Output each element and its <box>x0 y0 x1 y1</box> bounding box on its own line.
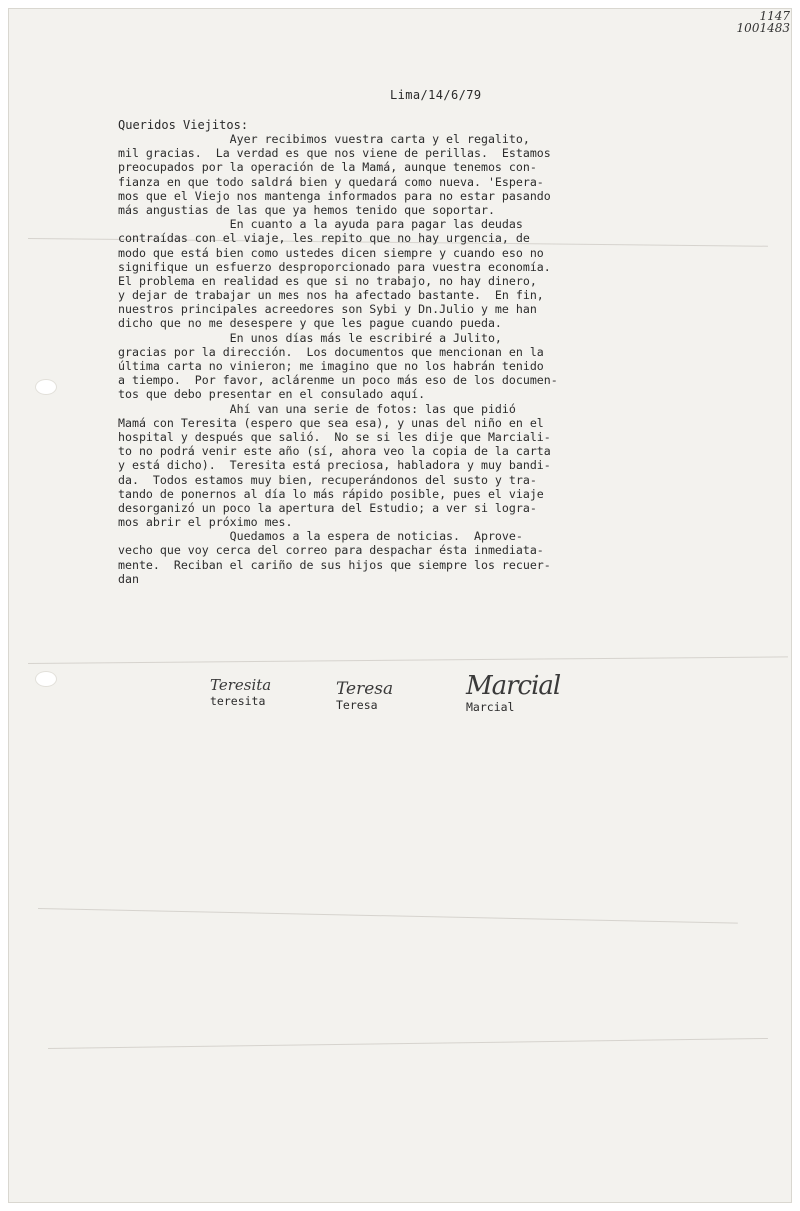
body-line: tando de ponernos al día lo más rápido posible, pues el viaje <box>118 486 544 501</box>
archive-ref-line: 1147 <box>759 9 790 23</box>
body-line: mil gracias. La verdad es que nos viene de perillas. Estamos <box>118 146 551 161</box>
body-line: vecho que voy cerca del correo para despachar ésta inmediata- <box>118 543 544 558</box>
body-line: En unos días más le escribiré a Julito, <box>118 330 502 345</box>
body-line: da. Todos estamos muy bien, recuperándonos del susto y tra- <box>118 472 537 487</box>
handwritten-signature: Marcial <box>466 671 561 701</box>
body-line: Ahí van una serie de fotos: las que pidió <box>118 401 516 416</box>
typed-name: Teresa <box>336 698 378 712</box>
body-line: gracias por la dirección. Los documentos que mencionan en la <box>118 344 544 359</box>
body-line: mos que el Viejo nos mantenga informados para no estar pasando <box>118 188 551 203</box>
typed-name: teresita <box>210 694 266 708</box>
signature-teresa <box>336 680 393 712</box>
body-line: to no podrá venir este año (sí, ahora veo la copia de la carta <box>118 444 551 459</box>
body-line: mos abrir el próximo mes. <box>118 515 293 530</box>
body-line: nuestros principales acreedores son Sybi y Dn.Julio y me han <box>118 302 537 317</box>
body-line: y está dicho). Teresita está preciosa, habladora y muy bandi- <box>118 458 551 473</box>
body-line: En cuanto a la ayuda para pagar las deudas <box>118 217 523 232</box>
body-line: a tiempo. Por favor, aclárenme un poco más eso de los documen- <box>118 373 558 388</box>
signature-teresita <box>210 676 271 708</box>
body-line: fianza en que todo saldrá bien y quedará como nueva. 'Espera- <box>118 174 544 189</box>
body-line: hospital y después que salió. No se si les dije que Marciali- <box>118 429 551 444</box>
body-line: tos que debo presentar en el consulado aquí. <box>118 387 426 402</box>
salutation: Queridos Viejitos: <box>118 118 249 132</box>
body-line: más angustias de las que ya hemos tenido que soportar. <box>118 202 495 217</box>
body-line: y dejar de trabajar un mes nos ha afectado bastante. En fin, <box>118 288 544 303</box>
body-line: mente. Reciban el cariño de sus hijos que siempre los recuer- <box>118 557 551 572</box>
handwritten-signature: Teresita <box>210 676 272 694</box>
punch-hole <box>36 380 56 394</box>
signature-marcial <box>466 672 560 714</box>
handwritten-signature: Teresa <box>336 679 394 699</box>
body-line: última carta no vinieron; me imagino que no los habrán tenido <box>118 359 544 373</box>
archive-ref-line: 1001483 <box>736 21 790 35</box>
body-line: dicho que no me desespere y que les pague cuando pueda. <box>118 316 502 331</box>
body-line: Quedamos a la espera de noticias. Aprove- <box>118 529 523 544</box>
body-line: desorganizó un poco la apertura del Estudio; a ver si logra- <box>118 500 537 515</box>
body-line: dan <box>118 571 139 586</box>
typed-name: Marcial <box>466 700 515 714</box>
letter-body <box>118 132 698 586</box>
letter-date: Lima/14/6/79 <box>390 88 482 102</box>
body-line: El problema en realidad es que si no trabajo, no hay dinero, <box>118 273 537 288</box>
body-line: Ayer recibimos vuestra carta y el regalito, <box>118 132 530 146</box>
body-line: signifique un esfuerzo desproporcionado para vuestra economía. <box>118 259 551 274</box>
body-line: modo que está bien como ustedes dicen siempre y cuando eso no <box>118 245 544 260</box>
punch-hole <box>36 672 56 686</box>
body-line: contraídas con el viaje, les repito que no hay urgencia, de <box>118 231 530 246</box>
body-line: Mamá con Teresita (espero que sea esa), y unas del niño en el <box>118 415 544 430</box>
body-line: preocupados por la operación de la Mamá, aunque tenemos con- <box>118 160 537 175</box>
archive-reference <box>730 10 790 34</box>
